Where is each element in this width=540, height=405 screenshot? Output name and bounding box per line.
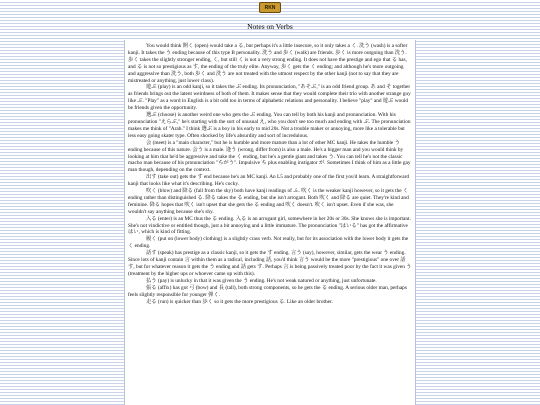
paragraph: 会 (meet) is a "main character," but he is humble and more mature than a lot of other MC kanji. He takes the humble う ending because of this nature. 会う is a male. 逢う (wrong, differ from) is also a male. He's a bigger man and you would think by looking at him that he'd be aggressive and take the く ending, but he's a gentle giant and takes う. You can tell he's not the classic macho man because of his pronunciation "ちがう". Impulsive ち plus enabling instigator が. Sometimes I think of him as a little gay man though, depending on the context. — [128, 139, 411, 174]
paragraph: 張る (affix) has got 弓 (bow) and 長 (tall), both strong components, so he gets the る ending. A serious older man, perhaps feels slightly responsible for younger 弾く. — [128, 284, 407, 298]
paragraph: You would think 開く (open) would take a る, but perhaps it's a little insecure, so it only takes a く. 洗う (wash) is a softer kanji. It takes the う ending because of this type B personality. 洗う and 歩く (walk) are friends. 歩く is more outgoing than 洗う. 歩く takes the slightly stronger ending, く, but still く is not a very strong ending. It does not have the prestige and ego that る has, and る is not so prestigious as す, the ending of the truly elite. Anyway, 歩く gets the く ending; and although he's more outgoing and aggressive than 洗う, both 歩く and 洗う are not treated with the utmost respect by the other kanji (not to say that they are mistreated or anything, just lower class). — [128, 43, 408, 84]
page-title: Notes on Verbs — [247, 22, 293, 31]
paragraph: 入る (enter) is an MC thus the る ending. 入る is an arrogant girl, somewhere in her 20s or 30s. She knows she is important. She's not vindictive or entitled though, just a bit annoying and a little immature. The pronunciation "はいる" has got the affirmative はい, which is kind of fitting. — [128, 215, 411, 236]
notes-panel — [124, 40, 416, 405]
paragraph: 遊ぶ (play) is an odd kanji, so it takes the ぶ ending. Its pronunciation, "あそぶ," is an odd friend group. あ and そ together as friends brings out the latent weirdness of both of them. It makes sense that they would complete their trio with another strange guy like ぶ. "Play" as a word in English is a bit odd too in terms of alphabetic relations and personality. I believe "play" and 遊ぶ would be friends given the opportunity. — [128, 84, 411, 112]
paragraph: 出す (take out) gets the す end because he's an MC kanji. An L5 and probably one of the first you'd learn. A straightforward kanji that looks like what it's describing. He's cocky. — [128, 174, 410, 188]
paragraph: 走る (run) is quicker than 歩く so it gets the more prestigious る. Like an older brother. — [146, 298, 333, 305]
paragraph: 吹く (blow) and 降る (fall from the sky) both have kanji readings of ふ. 吹く is the weaker kanji however, so it gets the く ending rather than distinguished る. 降る takes the る ending, but she isn't arrogant. Both 吹く and 降る are quiet. They're kind and feminine. 降る hopes that 吹く isn't upset that she gets the る ending and 吹く doesn't. 吹く isn't upset. Even if she was, she wouldn't say anything because she's shy. — [128, 188, 409, 215]
paragraph: 話す (speak) has prestige as a classic kanji, so it gets the す ending. 言う (say), however, similar, gets the wear う ending. Since lots of kanji contain 言 within them as a radical, including 話, you'd think 言う would be the more "prestigious" one over 話す, but for whatever reason it gets the う ending and 話 gets す. Perhaps 言 is being passively treated poor by the fact it was given う (treatment by the higher ups or whoever came up with this). — [128, 250, 412, 277]
paragraph: 履く (put on (lower body) clothing) is a slightly crass verb. Not really, but for its association with the lower body it gets the く ending. — [128, 236, 409, 250]
site-logo: RKN — [259, 2, 281, 13]
paragraph: 払う (pay) is unlucky in that it was given the う ending. He's not weak natured or anything, just unfortunate. — [146, 277, 377, 284]
paragraph: 選ぶ (choose) is another weird one who gets the ぶ ending. You can tell by both his kanji and pronunciation. With his pronunciation "えらぶ," he's starting with the sort of unusual え, who you don't see too much and ending with ぶ. The pronunciation makes me think of "Arab." I think 選ぶ is a boy in his early to mid 20s. Not a trouble maker or annoying, more like a tolerable but less easy going skater type. Often shocked by life's absurdity and sort of incredulous. — [128, 112, 411, 139]
